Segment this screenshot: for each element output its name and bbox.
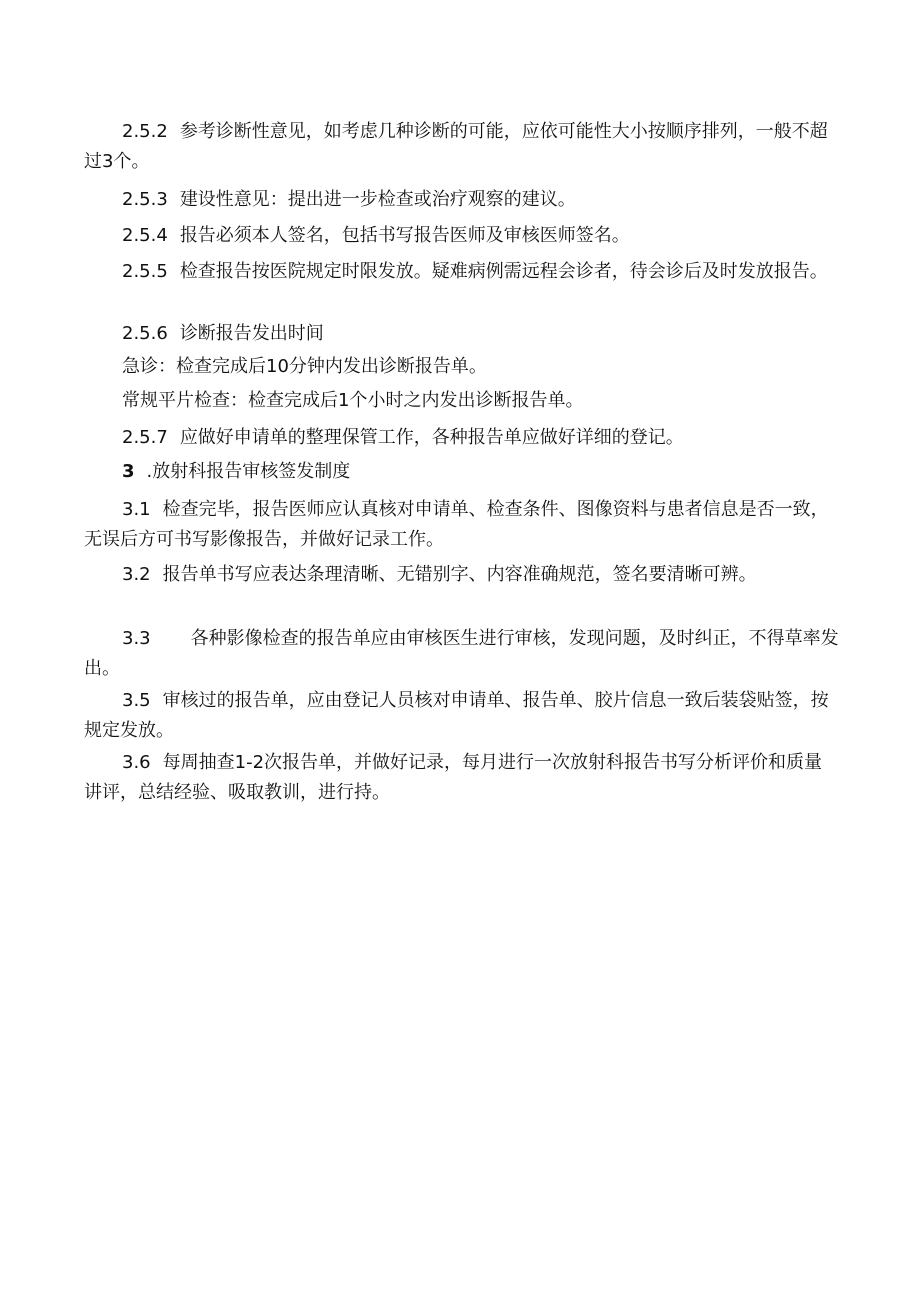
paragraph-2-5-5 [84,257,840,287]
paragraph-text: 诊断报告发出时间 [179,323,324,344]
paragraph-text: 各种影像检查的报告单应由审核医生进行审核，发现问题，及时纠正，不得草率发出。 [84,628,839,679]
paragraph-text: 常规平片检查：检查完成后1个小时之内发出诊断报告单。 [122,390,584,411]
section-number: 2.5.7 [122,427,168,448]
paragraph-2-5-6 [84,319,840,349]
paragraph-text: 审核过的报告单，应由登记人员核对申请单、报告单、胶片信息一致后装袋贴签，按规定发放。 [84,690,829,741]
section-number: 2.5.3 [122,189,168,210]
paragraph-2-5-3 [84,185,840,215]
paragraph-2-5-4 [84,221,840,251]
paragraph-3-5 [84,686,840,746]
paragraph-3-6 [84,748,840,808]
section-number: 3.3 [122,628,151,649]
paragraph-text: 检查报告按医院规定时限发放。疑难病例需远程会诊者，待会诊后及时发放报告。 [179,261,828,282]
section-heading-text: .放射科报告审核签发制度 [146,461,351,482]
paragraph-text: 报告必须本人签名，包括书写报告医师及审核医师签名。 [179,225,630,246]
paragraph-2-5-2 [84,117,840,177]
paragraph-text: 参考诊断性意见，如考虑几种诊断的可能，应依可能性大小按顺序排列，一般不超过3个。 [84,121,828,172]
paragraph-text: 急诊：检查完成后10分钟内发出诊断报告单。 [122,356,487,377]
section-number: 2.5.6 [122,323,168,344]
section-number: 3.5 [122,690,151,711]
paragraph-text: 每周抽查1-2次报告单，并做好记录，每月进行一次放射科报告书写分析评价和质量讲评，总结经验、吸取教训，进行持。 [84,752,823,803]
paragraph-3-1 [84,495,840,555]
section-number: 2.5.4 [122,225,168,246]
paragraph-3-2 [84,560,840,590]
paragraph-2-5-7 [84,423,840,453]
section-number: 2.5.5 [122,261,168,282]
section-heading-3 [84,457,840,487]
section-number: 3 [122,461,135,482]
paragraph-routine [84,386,840,416]
section-number: 3.2 [122,564,151,585]
paragraph-text: 建设性意见：提出进一步检查或治疗观察的建议。 [179,189,576,210]
paragraph-text: 检查完毕，报告医师应认真核对申请单、检查条件、图像资料与患者信息是否一致，无误后方可书写影像报告，并做好记录工作。 [84,499,829,550]
section-number: 3.6 [122,752,151,773]
section-number: 3.1 [122,499,151,520]
paragraph-3-3 [84,624,840,684]
paragraph-text: 报告单书写应表达条理清晰、无错别字、内容准确规范，签名要清晰可辨。 [162,564,757,585]
section-number: 2.5.2 [122,121,168,142]
paragraph-text: 应做好申请单的整理保管工作，各种报告单应做好详细的登记。 [179,427,684,448]
paragraph-emergency [84,352,840,382]
